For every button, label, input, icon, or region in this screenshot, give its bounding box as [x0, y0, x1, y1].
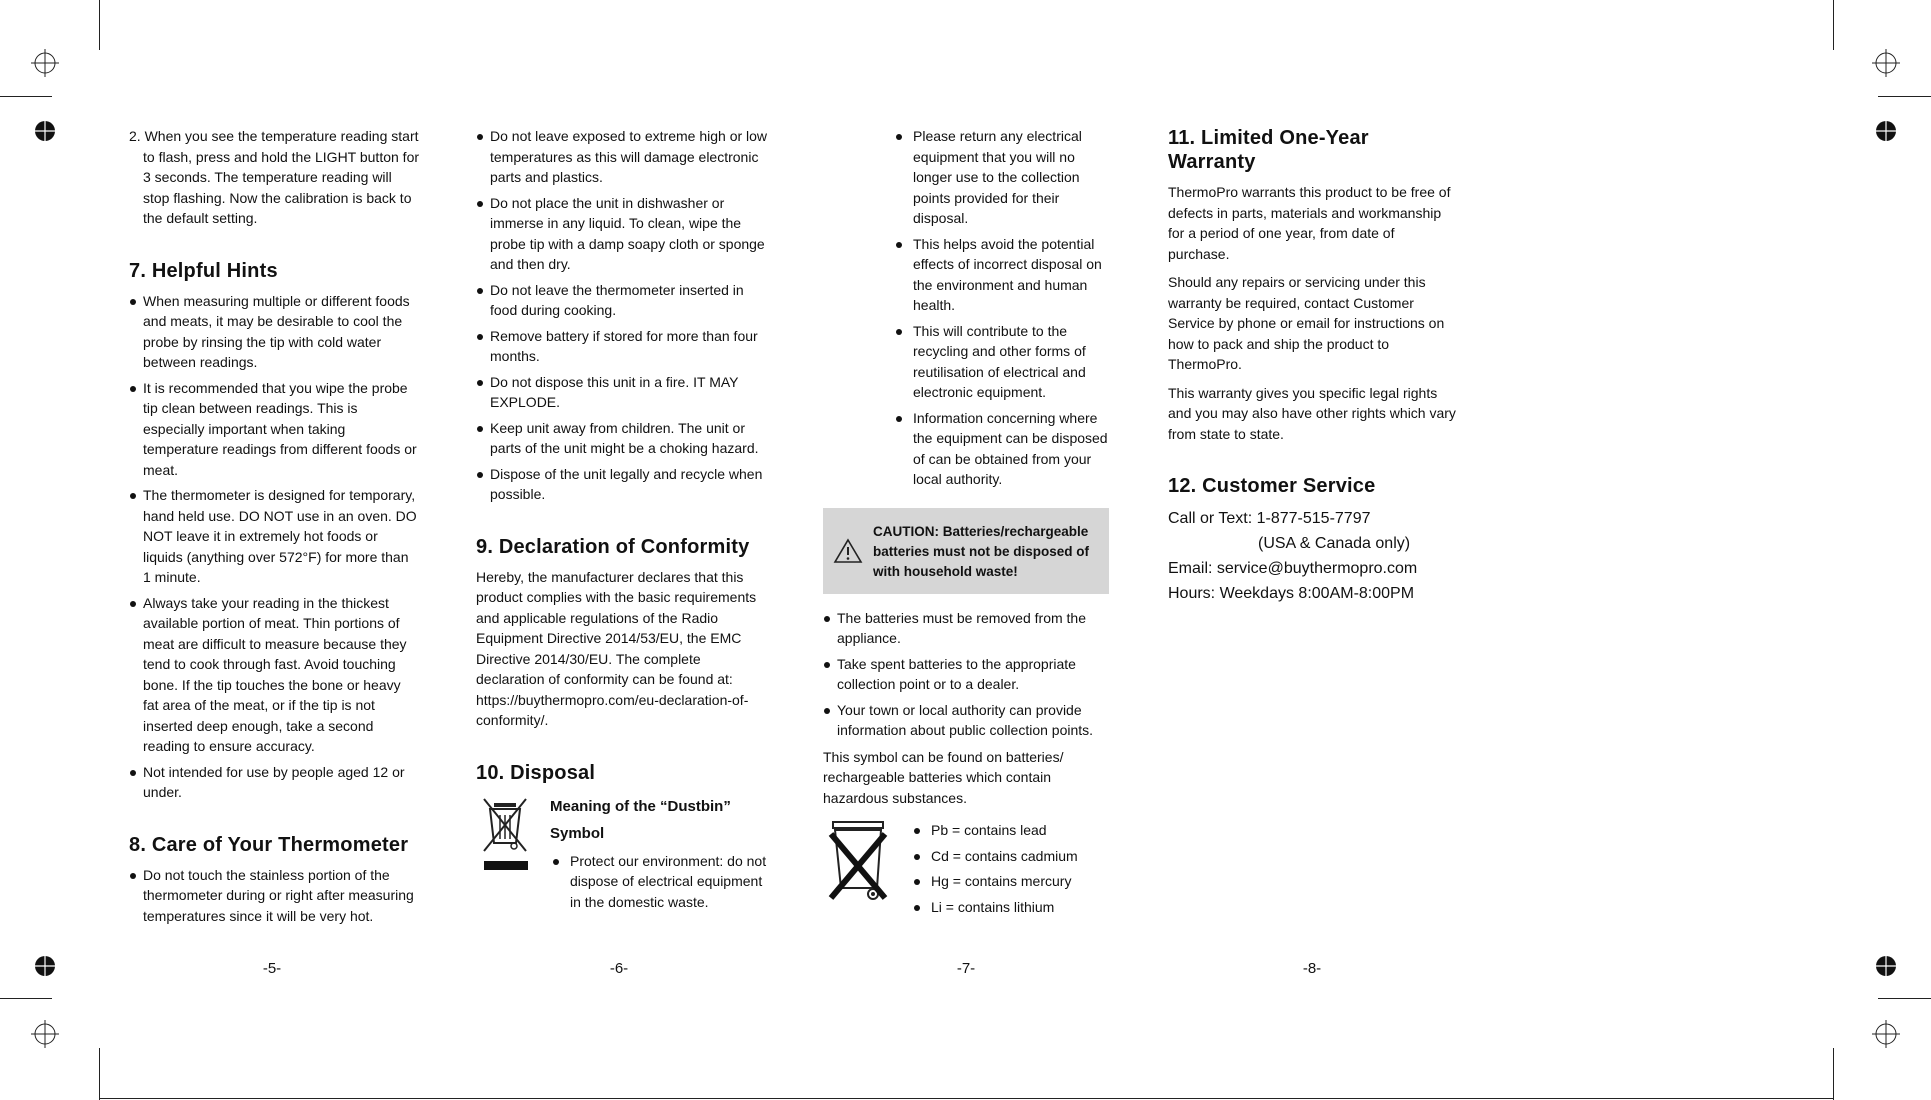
list-item: Do not leave exposed to extreme high or low temperatures as this will damage electronic parts and plastics.	[476, 126, 772, 188]
hours-line: Hours: Weekdays 8:00AM-8:00PM	[1168, 585, 1415, 602]
list-item: Take spent batteries to the appropriate collection point or to a dealer.	[823, 654, 1109, 695]
battery-list	[823, 608, 1109, 741]
heading-customer-service: 12. Customer Service	[1168, 475, 1376, 497]
registration-crosshair-icon	[1872, 1020, 1900, 1048]
registration-dot-icon	[34, 120, 56, 142]
care-list	[129, 865, 419, 927]
dustbin-list	[550, 851, 772, 913]
registration-dot-icon	[1875, 120, 1897, 142]
page-number: -5-	[262, 960, 282, 977]
warranty-paragraph: Should any repairs or servicing under this warranty be required, contact Customer Service by phone or email for instructions on how to pack and ship the product to ThermoPro.	[1168, 274, 1445, 372]
page-number: -7-	[956, 960, 976, 977]
page-number: -6-	[609, 960, 629, 977]
list-item: Do not leave the thermometer inserted in food during cooking.	[476, 280, 772, 321]
phone-line: Call or Text: 1-877-515-7797	[1168, 510, 1371, 527]
list-item: This helps avoid the potential effects of incorrect disposal on the environment and human health.	[893, 234, 1109, 316]
list-item: Pb = contains lead	[911, 820, 1109, 841]
crop-line	[1878, 998, 1931, 999]
hints-list	[129, 291, 419, 803]
crop-line	[1833, 0, 1834, 50]
crop-line	[99, 0, 100, 50]
crop-line	[1878, 96, 1931, 97]
list-item: It is recommended that you wipe the probe tip clean between readings. This is especially important when taking temperature readings from different foods or meat.	[129, 378, 419, 481]
symbol-text: This symbol can be found on batteries/ rechargeable batteries which contain hazardous substances.	[823, 748, 1064, 806]
list-item: When measuring multiple or different foods and meats, it may be desirable to cool the probe by rinsing the tip with cold water between readings.	[129, 291, 419, 373]
crop-line	[1833, 1048, 1834, 1100]
list-item: The thermometer is designed for temporary, hand held use. DO NOT use in an oven. DO NOT leave it in extremely hot foods or liquids (anything over 572°F) for more than 1 minute.	[129, 485, 419, 588]
crossed-out-wheelie-bin-icon	[823, 816, 895, 906]
registration-dot-icon	[1875, 955, 1897, 977]
list-item: Your town or local authority can provide information about public collection points.	[823, 700, 1109, 741]
crop-line	[99, 1048, 100, 1100]
conformity-text: Hereby, the manufacturer declares that this product complies with the basic requirements and applicable regulations of the Radio Equipment Directive 2014/53/EU, the EMC Directive 2014/30/EU. The complete declaration of conformity can be found at: https://buythermopro.com/eu-declaration-of-conformity/.	[476, 568, 757, 728]
registration-dot-icon	[34, 955, 56, 977]
list-item: Remove battery if stored for more than four months.	[476, 326, 772, 367]
dustbin-section	[476, 793, 772, 913]
list-item: Dispose of the unit legally and recycle when possible.	[476, 464, 772, 505]
list-item: Cd = contains cadmium	[911, 846, 1109, 867]
caution-text: CAUTION: Batteries/rechargeable batteries must not be disposed of with household waste!	[873, 523, 1090, 579]
list-item: This will contribute to the recycling and other forms of reutilisation of electrical and electronic equipment.	[893, 321, 1109, 403]
warning-triangle-icon	[833, 538, 863, 564]
page-6	[476, 126, 772, 918]
disposal-list	[893, 126, 1109, 490]
region-line: (USA & Canada only)	[1258, 535, 1411, 552]
list-item: The batteries must be removed from the appliance.	[823, 608, 1109, 649]
list-item: Hg = contains mercury	[911, 871, 1109, 892]
list-item: Li = contains lithium	[911, 897, 1109, 918]
list-item: Protect our environment: do not dispose of electrical equipment in the domestic waste.	[550, 851, 772, 913]
crop-line	[0, 96, 52, 97]
heading-disposal: 10. Disposal	[476, 761, 596, 784]
registration-crosshair-icon	[1872, 49, 1900, 77]
heading-helpful-hints: 7. Helpful Hints	[129, 259, 278, 282]
calibration-step-2: 2. When you see the temperature reading start to flash, press and hold the LIGHT button for 3 seconds. The temperature reading will stop flashing. Now the calibration is back to the default setting.	[129, 128, 420, 226]
list-item: Always take your reading in the thickest available portion of meat. Thin portions of meat are difficult to measure because they tend to cook through fast. Avoid touching bone. If the tip touches the bone or heavy fat area of the meat, or if the tip is not inserted deep enough, take a second reading to ensure accuracy.	[129, 593, 419, 757]
care-list-continued	[476, 126, 772, 505]
list-item: Do not touch the stainless portion of the thermometer during or right after measuring temperatures since it will be very hot.	[129, 865, 419, 927]
chemical-list	[911, 820, 1109, 917]
crossed-out-wheelie-bin-icon	[478, 795, 534, 875]
caution-box	[823, 508, 1109, 594]
page-number: -8-	[1302, 960, 1322, 977]
email-line: Email: service@buythermopro.com	[1168, 560, 1418, 577]
trim-line	[99, 1098, 1833, 1099]
list-item: Keep unit away from children. The unit or parts of the unit might be a choking hazard.	[476, 418, 772, 459]
warranty-paragraph: This warranty gives you specific legal rights and you may also have other rights which vary from state to state.	[1168, 384, 1456, 442]
crop-line	[0, 998, 52, 999]
page-5	[129, 126, 419, 932]
page-8	[1168, 126, 1458, 606]
heading-conformity: 9. Declaration of Conformity	[476, 535, 750, 558]
list-item: Please return any electrical equipment that you will no longer use to the collection points provided for their disposal.	[893, 126, 1109, 229]
registration-crosshair-icon	[31, 1020, 59, 1048]
heading-warranty: 11. Limited One-Year Warranty	[1168, 127, 1369, 173]
dustbin-symbol-title: Meaning of the “Dustbin” Symbol	[550, 797, 731, 842]
registration-crosshair-icon	[31, 49, 59, 77]
page-7	[823, 126, 1109, 923]
list-item: Do not dispose this unit in a fire. IT MAY EXPLODE.	[476, 372, 772, 413]
warranty-paragraph: ThermoPro warrants this product to be free of defects in parts, materials and workmanship for a period of one year, from date of purchase.	[1168, 184, 1451, 262]
list-item: Do not place the unit in dishwasher or immerse in any liquid. To clean, wipe the probe tip with a damp soapy cloth or sponge and then dry.	[476, 193, 772, 275]
heading-care: 8. Care of Your Thermometer	[129, 833, 409, 856]
list-item: Information concerning where the equipment can be disposed of can be obtained from your local authority.	[893, 408, 1109, 490]
list-item: Not intended for use by people aged 12 or under.	[129, 762, 419, 803]
battery-symbol-section	[823, 820, 1109, 917]
